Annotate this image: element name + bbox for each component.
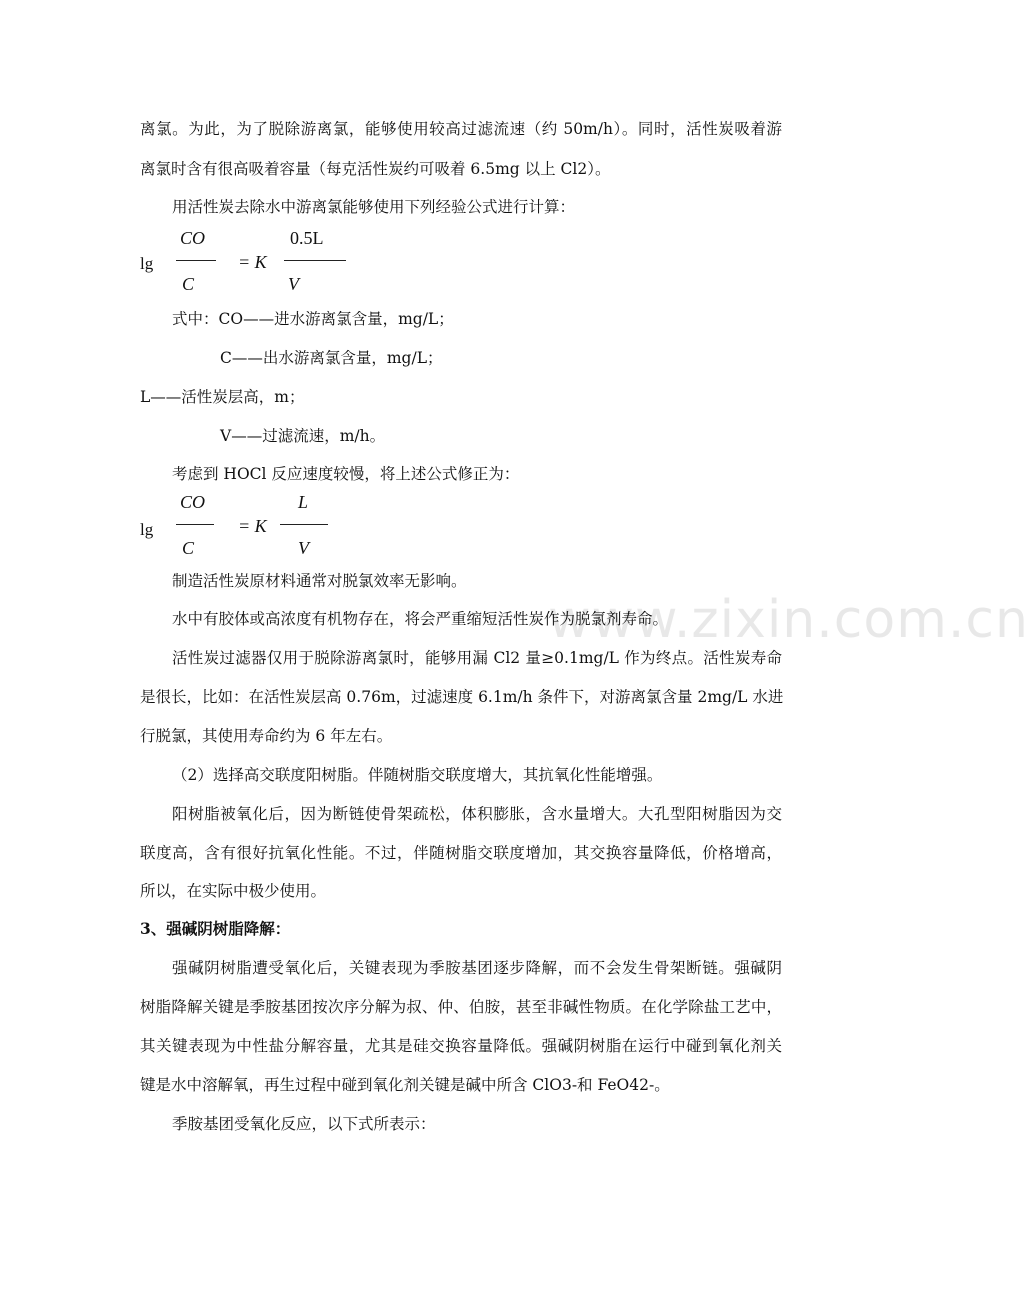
paragraph-line: 其关键表现为中性盐分解容量，尤其是硅交换容量降低。强碱阴树脂在运行中碰到氧化剂关 — [140, 1037, 782, 1055]
formula-lg: lg — [140, 254, 154, 273]
paragraph-line: 键是水中溶解氧，再生过程中碰到氧化剂关键是碱中所含 ClO3-和 FeO42-。 — [140, 1076, 670, 1094]
paragraph-line: 离氯时含有很高吸着容量（每克活性炭约可吸着 6.5mg 以上 Cl2）。 — [140, 160, 611, 178]
watermark: www.zixin.com.cn — [548, 590, 1029, 650]
paragraph-line: 水中有胶体或高浓度有机物存在，将会严重缩短活性炭作为脱氯剂寿命。 — [172, 610, 669, 628]
fraction-bar-right — [280, 524, 328, 525]
formula-equals-k: = K — [238, 516, 267, 536]
paragraph-line: 季胺基团受氧化反应，以下式所表示： — [172, 1115, 436, 1133]
paragraph-line: 考虑到 HOCl 反应速度较慢，将上述公式修正为： — [172, 465, 520, 483]
formula-denominator-right: V — [288, 274, 299, 294]
section-heading: 3、强碱阴树脂降解： — [140, 919, 291, 938]
formula-denominator-left: C — [182, 538, 195, 558]
paragraph-line: 制造活性炭原材料通常对脱氯效率无影响。 — [172, 572, 467, 590]
paragraph-line: 是很长，比如：在活性炭层高 0.76m，过滤速度 6.1m/h 条件下，对游离氯含量 2mg/L 水进 — [140, 688, 784, 706]
fraction-bar-left — [176, 260, 216, 261]
paragraph-line: 用活性炭去除水中游离氯能够使用下列经验公式进行计算： — [172, 198, 576, 216]
formula-denominator-right: V — [298, 538, 309, 558]
paragraph-line: 行脱氯，其使用寿命约为 6 年左右。 — [140, 727, 393, 745]
definition-line: 式中：CO——进水游离氯含量，mg/L； — [172, 310, 454, 328]
paragraph-line: 活性炭过滤器仅用于脱除游离氯时，能够用漏 Cl2 量≥0.1mg/L 作为终点。活性炭寿命 — [172, 649, 782, 667]
formula-numerator-right: 0.5L — [290, 228, 324, 248]
fraction-bar-left — [176, 524, 214, 525]
formula-numerator-left: CO — [180, 492, 206, 512]
formula-denominator-left: C — [182, 274, 195, 294]
paragraph-line: （2）选择高交联度阳树脂。伴随树脂交联度增大，其抗氧化性能增强。 — [172, 766, 663, 784]
fraction-bar-right — [284, 260, 346, 261]
formula-1 — [0, 226, 920, 296]
definition-line: C——出水游离氯含量，mg/L； — [220, 349, 443, 367]
definition-line: L——活性炭层高，m； — [140, 388, 305, 406]
paragraph-line: 阳树脂被氧化后，因为断链使骨架疏松，体积膨胀，含水量增大。大孔型阳树脂因为交 — [172, 805, 782, 823]
paragraph-line: 所以，在实际中极少使用。 — [140, 882, 327, 900]
formula-equals-k: = K — [238, 252, 267, 272]
paragraph-line: 离氯。为此，为了脱除游离氯，能够使用较高过滤流速（约 50m/h）。同时，活性炭吸着游 — [140, 120, 782, 138]
definition-line: V——过滤流速，m/h。 — [220, 427, 386, 445]
formula-2 — [0, 490, 920, 562]
formula-numerator-left: CO — [180, 228, 206, 248]
formula-numerator-right: L — [298, 492, 309, 512]
paragraph-line: 强碱阴树脂遭受氧化后，关键表现为季胺基团逐步降解，而不会发生骨架断链。强碱阴 — [172, 959, 782, 977]
paragraph-line: 联度高，含有很好抗氧化性能。不过，伴随树脂交联度增加，其交换容量降低，价格增高， — [140, 844, 782, 862]
paragraph-line: 树脂降解关键是季胺基团按次序分解为叔、仲、伯胺，甚至非碱性物质。在化学除盐工艺中， — [140, 998, 782, 1016]
formula-lg: lg — [140, 520, 154, 539]
